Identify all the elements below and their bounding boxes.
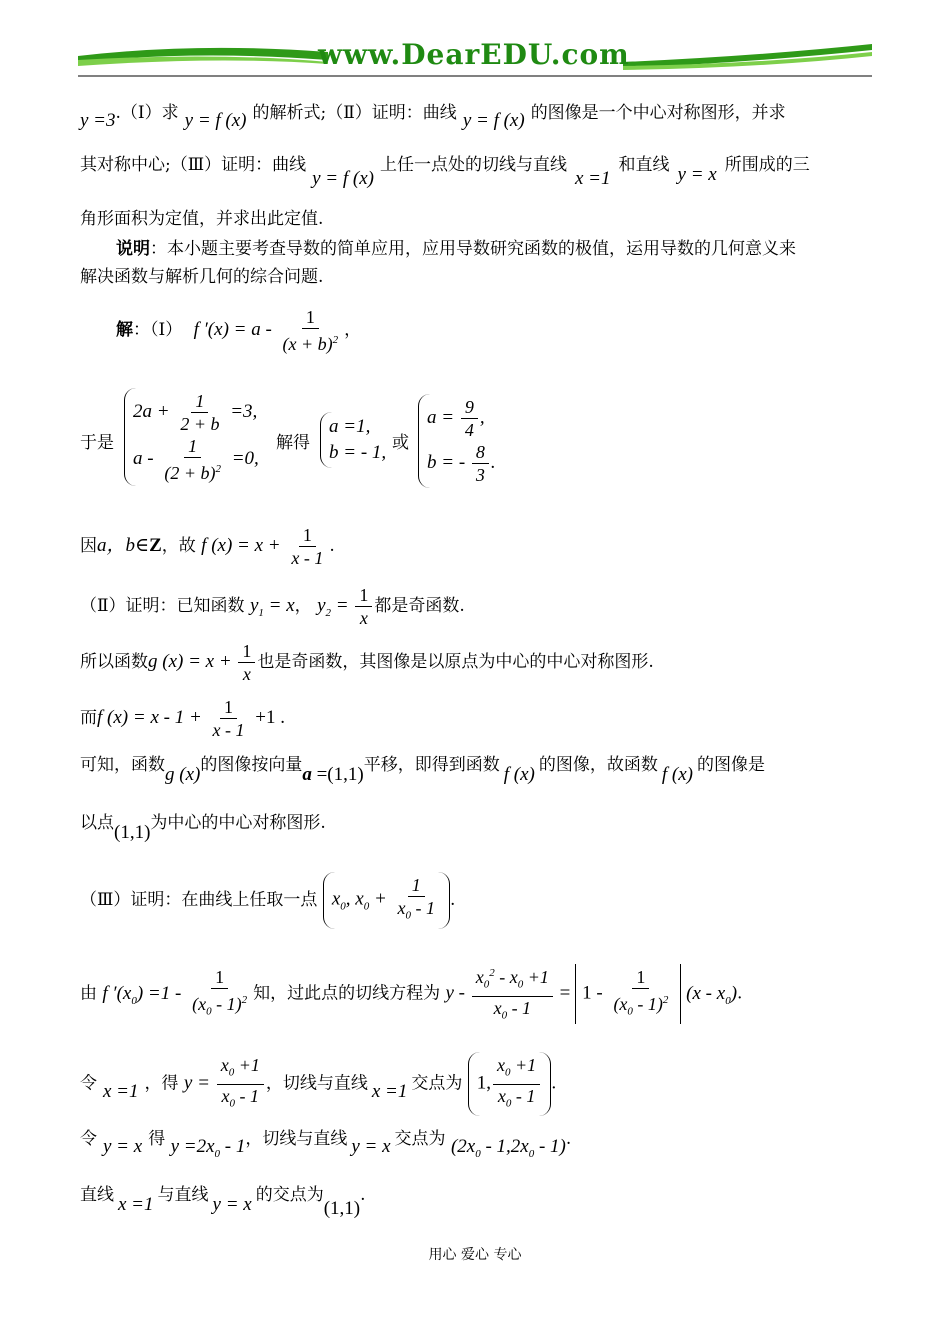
conclusion-part-1: 因a，b∈Z，故 f (x) = x + $\frac{1}{x - 1}$ . [80, 525, 335, 568]
system-brace-2: a =1, b = - 1, [320, 412, 386, 468]
equation-system: 于是 2a + $\frac{1}{2 + b}$ =3, a - $\frac{1}{(2 + b)^2}$ =0, 解得 a =1, b = - 1, 或 a = $\frac{9}{4}$ , b = - $\frac{8}{3}$ . [80, 388, 872, 508]
intersection-line: 直线 x =1 与直线 y = x 的交点为(1,1). [80, 1185, 366, 1219]
fx-rewrite-line: 而f (x) = x - 1 + $\frac{1}{x - 1}$ +1 . [80, 697, 285, 740]
note-line-1: 说明：本小题主要考查导数的简单应用，应用导数研究函数的极值，运用导数的几何意义来 [116, 239, 796, 259]
note-line-2: 解决函数与解析几何的综合问题. [80, 267, 324, 287]
problem-line-2: 其对称中心;（Ⅲ）证明：曲线y = f (x)上任一点处的切线与直线x =1和直线 y = x 所围成的三 [80, 155, 810, 189]
system-brace-1: 2a + $\frac{1}{2 + b}$ =3, a - $\frac{1}{(2 + b)^2}$ =0, [124, 388, 259, 486]
center-symmetry-line: 以点(1,1)为中心的中心对称图形. [80, 813, 326, 843]
site-logo-text: www.DearEDU.com [318, 38, 630, 71]
let-x-1-line: 令 x =1 ，得 y = $\frac{x_0 +1}{x_0 - 1}$ ，切线与直线 x =1 交点为 1, $\frac{x_0 +1}{x_0 - 1}$ . [80, 1052, 872, 1116]
translation-line: 可知，函数g (x)的图像按向量a =(1,1)平移，即得到函数 f (x) 的图像，故函数 f (x) 的图像是 [80, 755, 765, 785]
footer-text: 用心 爱心 专心 [428, 1247, 522, 1263]
header-banner [78, 36, 872, 86]
problem-line-3: 角形面积为定值，并求出此定值. [80, 209, 324, 229]
system-brace-3: a = $\frac{9}{4}$ , b = - $\frac{8}{3}$ . [418, 394, 496, 488]
let-y-x-line: 令 y = x 得 $y =2x_0 - 1$，切线与直线 y = x 交点为 $(2x_0 - 1,2x_0 - 1)$. [80, 1129, 572, 1160]
point-paren: $x_0$, $x_0$ + $\frac{1}{x_0 - 1}$ [323, 872, 450, 929]
odd-function-line: 所以函数g (x) = x + $\frac{1}{x}$ 也是奇函数，其图像是以原点为中心的中心对称图形. [80, 641, 654, 684]
solution-part-1: 解：（Ⅰ） f ′(x) = a - $\frac{1}{(x + b)^2}$ ， [116, 307, 362, 354]
solution-part-2: （Ⅱ）证明：已知函数 $y_1 = x$， $y_2$ = $\frac{1}{x}$ 都是奇函数. [80, 585, 465, 628]
tangent-equation-line: 由 f $'(x_0) =1$ - $\frac{1}{(x_0 - 1)^2}$ 知，过此点的切线方程为 y - $\frac{x_0^2 - x_0 +1}{x_0 - 1}$ = 1 - $\frac{1}{(x_0 - 1)^2}$ $(x - x_0)$. [80, 962, 872, 1026]
fraction: $\frac{1}{(x + b)^2}$ [282, 307, 339, 354]
problem-line-1: y =3.（Ⅰ）求 y = f (x) 的解析式;（Ⅱ）证明：曲线 y = f (x) 的图像是一个中心对称图形，并求 [80, 103, 786, 131]
solution-part-3: （Ⅲ）证明：在曲线上任取一点 $x_0$, $x_0$ + $\frac{1}{x_0 - 1}$ . [80, 872, 872, 929]
